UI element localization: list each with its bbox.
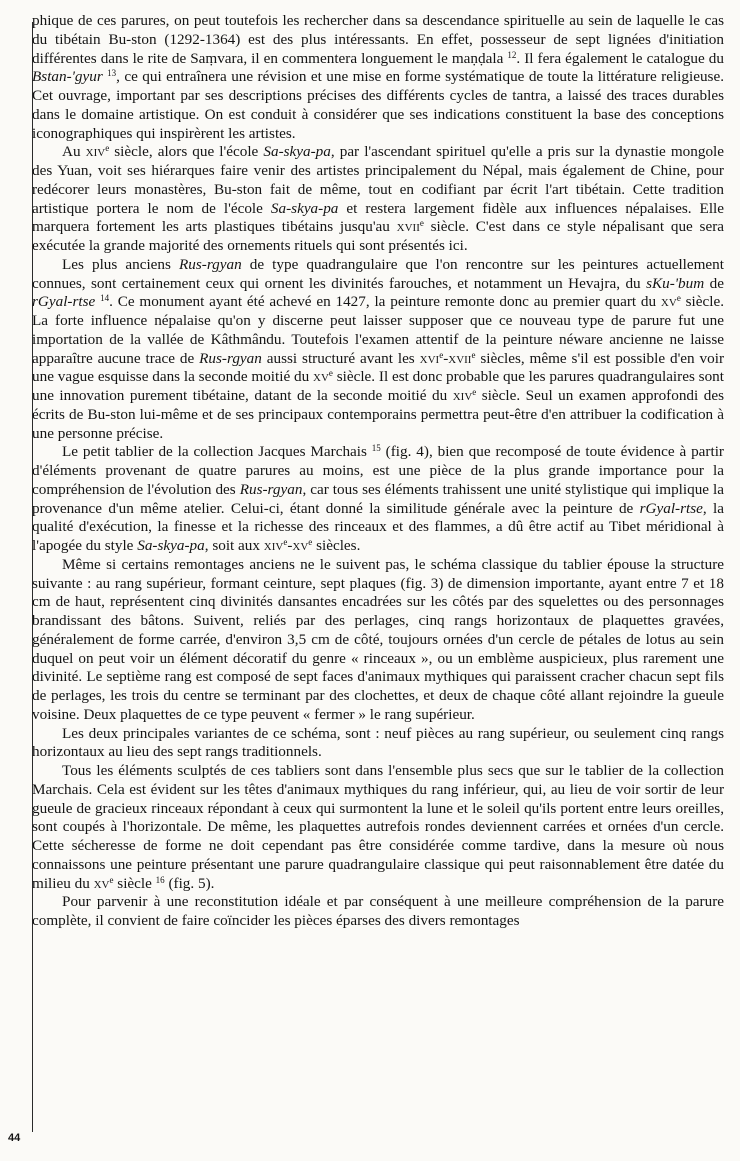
paragraph: Les deux principales variantes de ce schéma, sont : neuf pièces au rang supérieur, ou seulement cinq rangs horizontaux au lieu des sept rangs traditionnels. xyxy=(32,724,724,761)
paragraph: Même si certains remontages anciens ne le suivent pas, le schéma classique du tablier épouse la structure suivante : au rang supérieur, formant ceinture, sept plaques (fig. 3) de dimension importante, ayant entre 7 et 18 cm de haut, représentent cinq divinités dansantes encadrées sur les côtés par des squelettes ou des personnages brandissant des bâtons. Suivent, reliés par des perlages, cinq rangs horizontaux de plaquettes gravées, généralement de forme carrée, d'environ 3,5 cm de côté, toujours ornées d'un cercle de pétales de lotus au sein duquel on peut voir un élément décoratif du genre « rinceaux », ou un emblème auspicieux, plus rarement une divinité. Le septième rang est composé de sept faces d'animaux mythiques qui paraissent cracher chacun sept fils de perlages, les trois du centre se terminant par des clochettes, et deux de chaque côté allant rejoindre la gueule voisine. Deux plaquettes de ce type peuvent « fermer » le rang supérieur. xyxy=(32,555,724,723)
paragraph: Pour parvenir à une reconstitution idéale et par conséquent à une meilleure compréhension de la parure complète, il convient de faire coïncider les pièces éparses des divers remontages xyxy=(32,893,724,929)
paragraph: phique de ces parures, on peut toutefois les rechercher dans sa descendance spirituelle au sein de laquelle le cas du tibétain Bu-ston (1292-1364) est des plus intéressants. En effet, possesseur de sept lignées d'initiation différentes dans le rite de Saṃvara, il en commentera longuement le maṇḍala $^{12}$. Il fera également le catalogue du Bstan-'gyur $^{13}$, ce qui entraînera une révision et une mise en forme systématique de toute la littérature religieuse. Cet ouvrage, important par ses descriptions précises des différents cycles de tantra, a laissé des traces durables dans le domaine artistique. On est conduit à considérer que ses indications constituent la base des conceptions iconographiques qui inspirèrent les artistes. xyxy=(32,12,725,142)
paragraph: Le petit tablier de la collection Jacques Marchais $^{15}$ (fig. 4), bien que recomposé de toute évidence à partir d'éléments provenant de quatre parures au moins, est une pièce de la plus grande importance pour la compréhension de l'évolution des Rus-rgyan, car tous ses éléments trahissent une unité stylistique qui implique la provenance d'un même atelier. Celui-ci, étant donné la similitude générale avec la peinture de rGyal-rtse, la qualité d'exécution, la finesse et la richesse des rinceaux et des flammes, a dû être actif au Tibet méridional à l'apogée du style Sa-skya-pa, soit aux $xiv^e-xv^e$ siècles. xyxy=(32,443,725,554)
paragraph: Au xiv$^e$ siècle, alors que l'école Sa-skya-pa, par l'ascendant spirituel qu'elle a pris sur la dynastie mongole des Yuan, voit ses hiérarques faire venir des artistes principalement du Népal, mais également de Chine, pour redécorer leurs monastères, Bu-ston fait de même, tout en codifiant par écrit l'art tibétain. Cette tradition artistique portera le nom de l'école Sa-skya-pa et restera largement fidèle aux influences népalaises. Elle marquera fortement les arts plastiques tibétains jusqu'au xvii$^e$ siècle. C'est dans ce style népalisant que sera exécutée la grande majorité des ornements rituels qui sont présentés ici. xyxy=(32,143,725,254)
page-number: 44 xyxy=(8,1132,21,1144)
body-text xyxy=(32,12,724,931)
paragraph: Les plus anciens Rus-rgyan de type quadrangulaire que l'on rencontre sur les peintures actuellement connues, sont certainement ceux qui ornent les divinités farouches, et notamment un Hevajra, du sKu-'bum de rGyal-rtse $^{14}$. Ce monument ayant été achevé en 1427, la peinture remonte donc au premier quart du $xv^e$ siècle. La forte influence népalaise qu'on y discerne peut laisser supposer que ce nouveau type de parure fut une importation de la vallée de Kâthmându. Toutefois l'examen attentif de la peinture néware ancienne ne laisse apparaître aucune trace de Rus-rgyan aussi structuré avant les xvi$^e$-xvii$^e$ siècles, même s'il est possible d'en voir une vague esquisse dans la seconde moitié du $xv^e$ siècle. Il est donc probable que les parures quadrangulaires sont une innovation purement tibétaine, datant de la seconde moitié du xiv$^e$ siècle. Seul un examen approfondi des écrits de Bu-ston lui-même et de ses principaux contemporains permettra peut-être d'en attribuer la codification à une personne précise. xyxy=(32,255,725,442)
paragraph: Tous les éléments sculptés de ces tabliers sont dans l'ensemble plus secs que sur le tablier de la collection Marchais. Cela est évident sur les têtes d'animaux mythiques du rang inférieur, qui, au lieu de voir sortir de leur gueule de gracieux rinceaux répondant à ceux qui surmontent la lune et le soleil qu'ils portent entre leurs oreilles, sont coupés à l'horizontale. De même, les plaquettes autrefois rondes deviennent carrées et ornées d'un cercle. Cette sécheresse de forme ne doit cependant pas être considérée comme tardive, dans la mesure où nous connaissons une peinture présentant une parure quadrangulaire classique qui peut raisonnablement être datée du milieu du $xv^e$ siècle $^{16}$ (fig. 5). xyxy=(32,762,724,892)
